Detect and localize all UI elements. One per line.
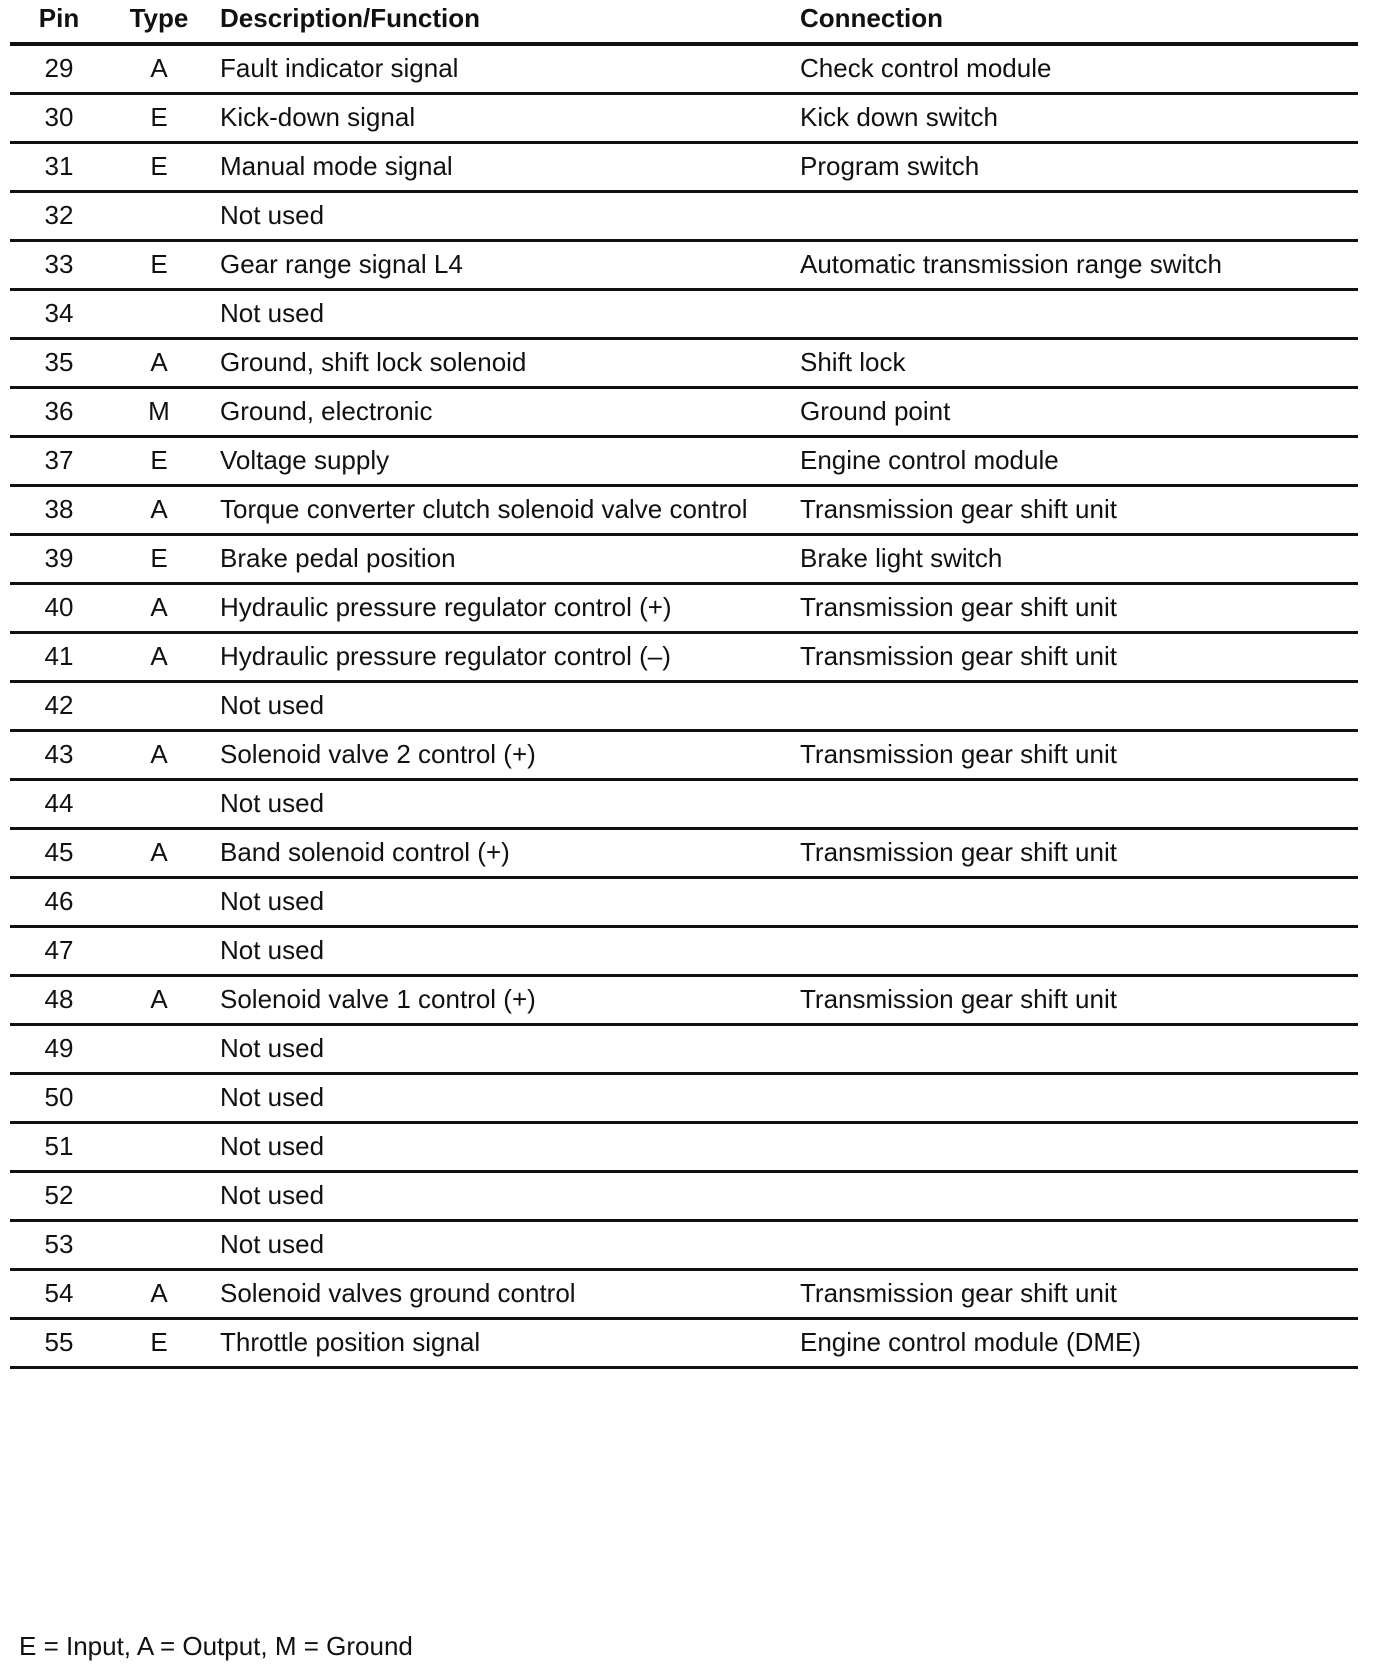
connection-cell: Transmission gear shift unit xyxy=(778,731,1358,780)
type-cell xyxy=(108,290,210,339)
type-cell: E xyxy=(108,437,210,486)
pin-cell: 48 xyxy=(10,976,108,1025)
description-cell: Solenoid valve 1 control (+) xyxy=(210,976,778,1025)
table-row xyxy=(10,1025,1358,1074)
connection-cell: Brake light switch xyxy=(778,535,1358,584)
table-row xyxy=(10,1123,1358,1172)
table-row xyxy=(10,1221,1358,1270)
connection-cell: Ground point xyxy=(778,388,1358,437)
table-row xyxy=(10,388,1358,437)
pin-cell: 55 xyxy=(10,1319,108,1368)
description-cell: Not used xyxy=(210,927,778,976)
connection-cell: Shift lock xyxy=(778,339,1358,388)
type-cell xyxy=(108,1123,210,1172)
description-cell: Not used xyxy=(210,1172,778,1221)
description-cell: Not used xyxy=(210,290,778,339)
pin-cell: 29 xyxy=(10,44,108,94)
connection-cell: Transmission gear shift unit xyxy=(778,976,1358,1025)
type-cell xyxy=(108,780,210,829)
connection-cell xyxy=(778,1025,1358,1074)
type-cell xyxy=(108,192,210,241)
pin-cell: 53 xyxy=(10,1221,108,1270)
pin-cell: 54 xyxy=(10,1270,108,1319)
type-cell xyxy=(108,682,210,731)
table-row xyxy=(10,633,1358,682)
description-cell: Hydraulic pressure regulator control (+) xyxy=(210,584,778,633)
connection-cell xyxy=(778,1074,1358,1123)
type-cell: A xyxy=(108,584,210,633)
type-cell: E xyxy=(108,535,210,584)
connection-cell xyxy=(778,927,1358,976)
description-cell: Brake pedal position xyxy=(210,535,778,584)
type-cell xyxy=(108,1221,210,1270)
description-cell: Fault indicator signal xyxy=(210,44,778,94)
table-row xyxy=(10,339,1358,388)
connection-cell: Engine control module xyxy=(778,437,1358,486)
description-cell: Not used xyxy=(210,1074,778,1123)
description-cell: Ground, electronic xyxy=(210,388,778,437)
table-row xyxy=(10,682,1358,731)
pin-cell: 37 xyxy=(10,437,108,486)
pin-cell: 36 xyxy=(10,388,108,437)
pin-cell: 32 xyxy=(10,192,108,241)
description-cell: Kick-down signal xyxy=(210,94,778,143)
table-row xyxy=(10,486,1358,535)
pin-cell: 38 xyxy=(10,486,108,535)
type-cell xyxy=(108,878,210,927)
pin-assignment-table xyxy=(10,0,1358,1369)
pin-cell: 31 xyxy=(10,143,108,192)
type-cell: A xyxy=(108,633,210,682)
pin-cell: 42 xyxy=(10,682,108,731)
table-row xyxy=(10,584,1358,633)
type-cell: E xyxy=(108,143,210,192)
connection-cell xyxy=(778,682,1358,731)
connection-cell: Transmission gear shift unit xyxy=(778,486,1358,535)
type-cell: A xyxy=(108,486,210,535)
description-cell: Throttle position signal xyxy=(210,1319,778,1368)
connection-cell: Automatic transmission range switch xyxy=(778,241,1358,290)
pin-cell: 34 xyxy=(10,290,108,339)
pin-cell: 49 xyxy=(10,1025,108,1074)
type-cell: A xyxy=(108,339,210,388)
connection-cell xyxy=(778,780,1358,829)
pin-cell: 46 xyxy=(10,878,108,927)
table-row xyxy=(10,731,1358,780)
pin-cell: 43 xyxy=(10,731,108,780)
description-cell: Not used xyxy=(210,1221,778,1270)
connection-cell xyxy=(778,1123,1358,1172)
description-cell: Hydraulic pressure regulator control (–) xyxy=(210,633,778,682)
description-cell: Not used xyxy=(210,682,778,731)
connection-cell: Check control module xyxy=(778,44,1358,94)
type-cell xyxy=(108,1172,210,1221)
pin-cell: 51 xyxy=(10,1123,108,1172)
type-cell: A xyxy=(108,731,210,780)
type-cell: M xyxy=(108,388,210,437)
table-row xyxy=(10,535,1358,584)
type-legend: E = Input, A = Output, M = Ground xyxy=(19,1631,413,1661)
description-cell: Solenoid valve 2 control (+) xyxy=(210,731,778,780)
description-cell: Not used xyxy=(210,1025,778,1074)
table-row xyxy=(10,143,1358,192)
description-cell: Not used xyxy=(210,780,778,829)
description-cell: Voltage supply xyxy=(210,437,778,486)
header-connection: Connection xyxy=(778,0,1358,44)
type-cell: A xyxy=(108,976,210,1025)
header-description: Description/Function xyxy=(210,0,778,44)
table-row xyxy=(10,927,1358,976)
connection-cell xyxy=(778,878,1358,927)
pin-cell: 50 xyxy=(10,1074,108,1123)
connection-cell xyxy=(778,290,1358,339)
pin-cell: 30 xyxy=(10,94,108,143)
description-cell: Not used xyxy=(210,192,778,241)
connection-cell: Kick down switch xyxy=(778,94,1358,143)
table-row xyxy=(10,290,1358,339)
table-row xyxy=(10,976,1358,1025)
description-cell: Manual mode signal xyxy=(210,143,778,192)
table-row xyxy=(10,829,1358,878)
table-row xyxy=(10,780,1358,829)
type-cell: E xyxy=(108,1319,210,1368)
pin-cell: 45 xyxy=(10,829,108,878)
type-cell xyxy=(108,1074,210,1123)
pin-cell: 41 xyxy=(10,633,108,682)
description-cell: Solenoid valves ground control xyxy=(210,1270,778,1319)
connection-cell xyxy=(778,1221,1358,1270)
type-cell: A xyxy=(108,44,210,94)
type-cell: E xyxy=(108,94,210,143)
connection-cell: Transmission gear shift unit xyxy=(778,1270,1358,1319)
connection-cell: Program switch xyxy=(778,143,1358,192)
table-header-row xyxy=(10,0,1358,44)
table-row xyxy=(10,1270,1358,1319)
connection-cell xyxy=(778,192,1358,241)
type-cell: A xyxy=(108,1270,210,1319)
pin-table-page xyxy=(10,0,1358,1369)
table-row xyxy=(10,192,1358,241)
connection-cell: Engine control module (DME) xyxy=(778,1319,1358,1368)
table-row xyxy=(10,878,1358,927)
pin-cell: 39 xyxy=(10,535,108,584)
table-row xyxy=(10,1074,1358,1123)
pin-cell: 33 xyxy=(10,241,108,290)
pin-cell: 40 xyxy=(10,584,108,633)
type-cell xyxy=(108,1025,210,1074)
connection-cell: Transmission gear shift unit xyxy=(778,633,1358,682)
pin-cell: 47 xyxy=(10,927,108,976)
description-cell: Ground, shift lock solenoid xyxy=(210,339,778,388)
description-cell: Not used xyxy=(210,1123,778,1172)
table-row xyxy=(10,437,1358,486)
type-cell: E xyxy=(108,241,210,290)
type-cell: A xyxy=(108,829,210,878)
connection-cell: Transmission gear shift unit xyxy=(778,584,1358,633)
table-row xyxy=(10,44,1358,94)
pin-cell: 52 xyxy=(10,1172,108,1221)
description-cell: Band solenoid control (+) xyxy=(210,829,778,878)
description-cell: Torque converter clutch solenoid valve control xyxy=(210,486,778,535)
header-type: Type xyxy=(108,0,210,44)
connection-cell: Transmission gear shift unit xyxy=(778,829,1358,878)
connection-cell xyxy=(778,1172,1358,1221)
description-cell: Gear range signal L4 xyxy=(210,241,778,290)
table-row xyxy=(10,94,1358,143)
header-pin: Pin xyxy=(10,0,108,44)
table-row xyxy=(10,241,1358,290)
type-cell xyxy=(108,927,210,976)
description-cell: Not used xyxy=(210,878,778,927)
pin-cell: 44 xyxy=(10,780,108,829)
table-body xyxy=(10,44,1358,1368)
table-row xyxy=(10,1319,1358,1368)
table-row xyxy=(10,1172,1358,1221)
pin-cell: 35 xyxy=(10,339,108,388)
